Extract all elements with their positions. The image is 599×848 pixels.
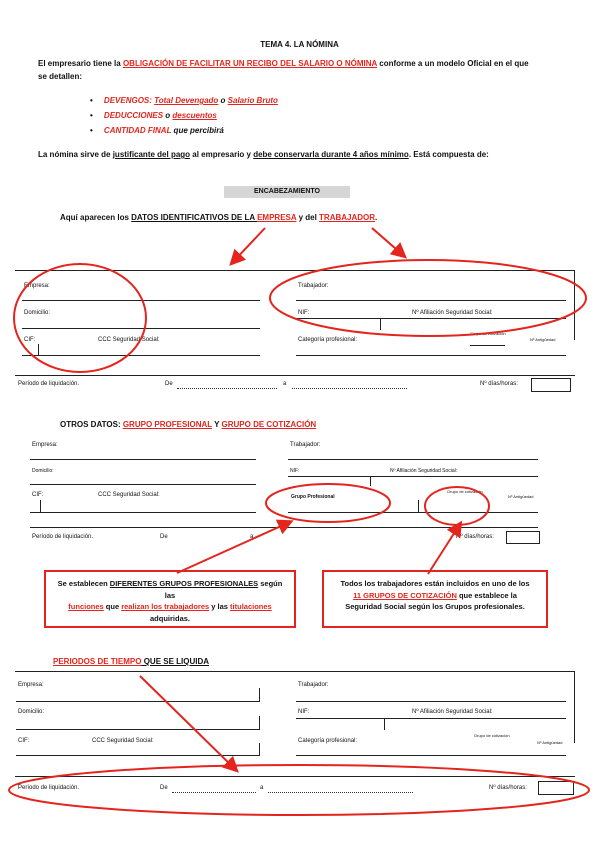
- form1-empresa-label: Empresa:: [24, 283, 50, 289]
- form3-cif-label: CIF:: [18, 738, 30, 744]
- form1-de-label: De: [165, 381, 173, 387]
- note-grupos-cotizacion: Todos los trabajadores están incluidos en uno de los 11 GRUPOS DE COTIZACIÓN que establece la Seguridad Social según los Grupos profesionales.: [322, 570, 548, 628]
- note-grupos-profesionales: Se establecen DIFERENTES GRUPOS PROFESIONALES según las funciones que realizan los trabajadores y las titulaciones adquiridas.: [44, 570, 296, 628]
- form1-trabajador-label: Trabajador:: [298, 283, 329, 289]
- form2-afiliacion-label: Nº Afiliación Seguridad Social:: [390, 468, 458, 474]
- form2-empresa-label: Empresa:: [32, 442, 58, 448]
- form3-periodo-label: Período de liquidación.: [18, 785, 80, 791]
- form2-periodo-label: Período de liquidación.: [32, 534, 94, 540]
- intro-text-c: conforme a un modelo Oficial en el que: [377, 59, 529, 68]
- form2-dias-label: Nº días/horas:: [456, 534, 494, 540]
- form2-grupo-cot-label: Grupo de cotización: [447, 489, 483, 494]
- form3-ccc-label: CCC Seguridad Social:: [92, 738, 154, 744]
- form2-grupo-profesional-label: Grupo Profesional: [291, 494, 335, 500]
- form1-nif-label: NIF:: [298, 310, 310, 316]
- form2-de-label: De: [160, 534, 168, 540]
- form2-cif-label: CIF:: [32, 492, 44, 498]
- form1-cif-label: CIF:: [24, 337, 36, 343]
- arrow-periodo: [140, 676, 236, 770]
- form3-empresa-label: Empresa:: [18, 682, 44, 688]
- form3-domicilio-label: Domicilio:: [18, 709, 45, 715]
- bullet-cantidad-final: • CANTIDAD FINAL que percibirá: [90, 126, 224, 135]
- composition-line: La nómina sirve de justificante del pago al empresario y debe conservarla durante 4 años mínimo. Está compuesta de:: [38, 150, 489, 159]
- form1-grupo-cot-label: Grupo de cotización: [470, 331, 506, 336]
- page-title: TEMA 4. LA NÓMINA: [260, 40, 339, 49]
- intro-obligation: OBLIGACIÓN DE FACILITAR UN RECIBO DEL SALARIO O NÓMINA: [122, 59, 378, 68]
- form1-categoria-label: Categoría profesional:: [298, 337, 358, 343]
- form3-dias-label: Nº días/horas:: [489, 785, 527, 791]
- section-badge-encabezamiento: ENCABEZAMIENTO: [224, 186, 350, 198]
- section2-heading: OTROS DATOS: GRUPO PROFESIONAL Y GRUPO DE COTIZACIÓN: [60, 420, 317, 429]
- form2-antiguedad-label: Nº Antigüedad: [508, 494, 534, 499]
- arrow-trabajador: [372, 228, 404, 256]
- form1-domicilio-label: Domicilio:: [24, 310, 51, 316]
- ellipse-grupo-cotizacion: [425, 487, 489, 525]
- intro-text-a: El empresario tiene la: [38, 59, 123, 68]
- arrow-empresa: [232, 228, 265, 263]
- arrow-grupo-cotizacion: [428, 524, 460, 574]
- form2-ccc-label: CCC Seguridad Social:: [98, 492, 160, 498]
- form3-afiliacion-label: Nº Afiliación Seguridad Social:: [412, 709, 493, 715]
- form2-nif-label: NIF:: [290, 468, 300, 474]
- form1-antiguedad-label: Nº Antigüedad: [530, 337, 556, 342]
- form1-periodo-label: Período de liquidación.: [18, 381, 80, 387]
- ellipse-grupo-profesional: [266, 484, 390, 522]
- arrow-grupo-profesional: [177, 522, 290, 573]
- ellipse-periodo: [9, 765, 589, 815]
- intro-text-d: se detallen:: [38, 72, 83, 81]
- form3-trabajador-label: Trabajador:: [298, 682, 329, 688]
- section3-heading: PERIODOS DE TIEMPO QUE SE LIQUIDA: [53, 657, 210, 666]
- form2-domicilio-label: Domicilio:: [32, 468, 54, 474]
- form1-afiliacion-label: Nº Afiliación Seguridad Social:: [412, 310, 493, 316]
- section1-desc: Aquí aparecen los DATOS IDENTIFICATIVOS DE LA EMPRESA y del TRABAJADOR.: [60, 213, 378, 222]
- bullet-devengos: • DEVENGOS: Total Devengado o Salario Bruto: [90, 96, 278, 105]
- form2-a-label: a: [250, 534, 254, 540]
- form1-ccc-label: CCC Seguridad Social:: [98, 337, 160, 343]
- form3-grupo-cot-label: Grupo de cotización: [474, 733, 510, 738]
- form3-de-label: De: [160, 785, 168, 791]
- ellipse-trabajador: [270, 260, 586, 336]
- bullet-deducciones: • DEDUCCIONES o descuentos: [90, 111, 217, 120]
- form1-dias-label: Nº días/horas:: [480, 381, 518, 387]
- form3-categoria-label: Categoría profesional:: [298, 738, 358, 744]
- form2-trabajador-label: Trabajador:: [290, 442, 321, 448]
- form3-antiguedad-label: Nº Antigüedad: [537, 740, 563, 745]
- form1-a-label: a: [283, 381, 287, 387]
- ellipse-empresa: [14, 264, 146, 372]
- form3-a-label: a: [260, 785, 264, 791]
- form3-nif-label: NIF:: [298, 709, 310, 715]
